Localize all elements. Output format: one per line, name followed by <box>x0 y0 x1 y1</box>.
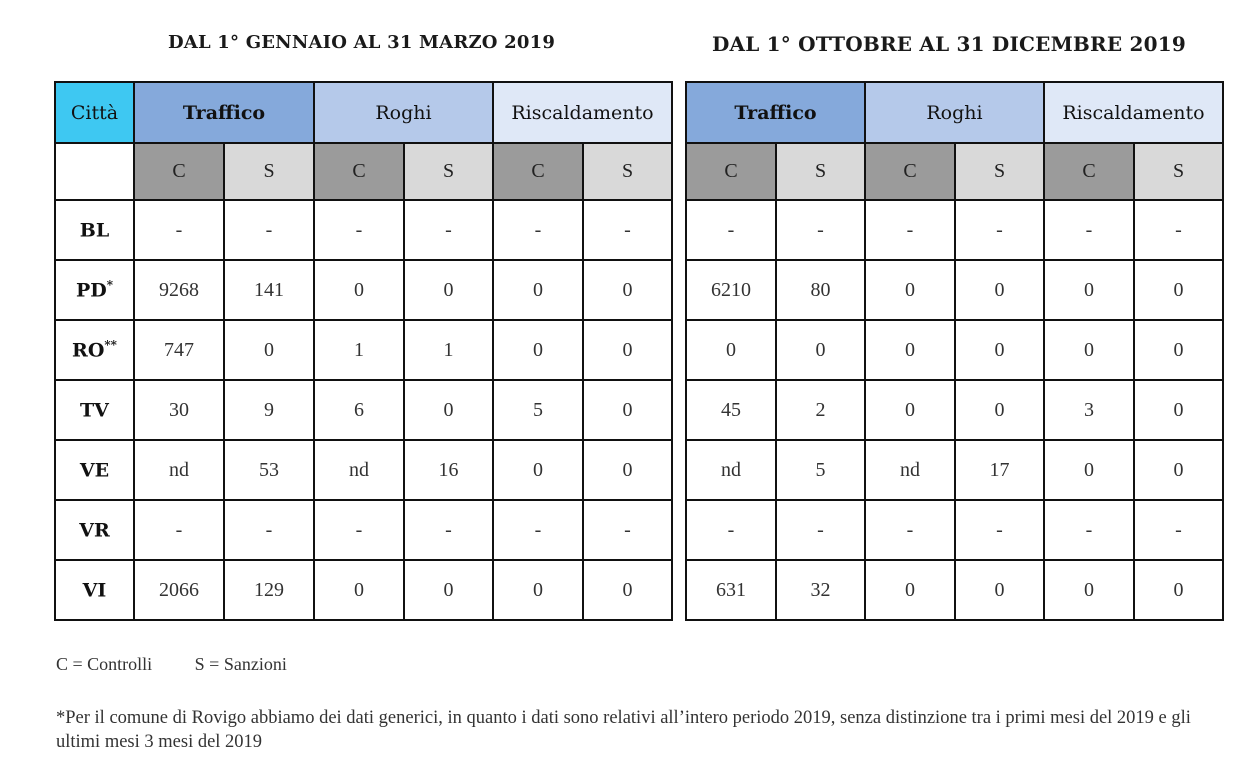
data-cell: 0 <box>865 320 955 380</box>
table-row <box>55 320 672 380</box>
table-row <box>686 200 1223 260</box>
data-cell: 2 <box>776 380 865 440</box>
data-cell: 0 <box>583 260 672 320</box>
city-cell <box>55 380 134 440</box>
data-cell: - <box>583 200 672 260</box>
data-cell: 0 <box>404 380 493 440</box>
city-footnote-mark: ** <box>104 338 117 353</box>
table-row <box>55 560 672 620</box>
legend-sanzioni: S = Sanzioni <box>194 654 287 674</box>
city-name: VR <box>79 519 110 542</box>
subheader-c: C <box>493 143 583 200</box>
subheader-c: C <box>865 143 955 200</box>
data-cell: nd <box>134 440 224 500</box>
data-cell: 0 <box>583 440 672 500</box>
city-cell <box>55 260 134 320</box>
data-cell: 30 <box>134 380 224 440</box>
header-roghi: Roghi <box>314 82 493 143</box>
data-cell: - <box>1044 500 1134 560</box>
data-cell: - <box>493 500 583 560</box>
data-cell: - <box>776 200 865 260</box>
data-cell: 0 <box>1044 320 1134 380</box>
data-cell: - <box>493 200 583 260</box>
subheader-c: C <box>686 143 776 200</box>
table-row <box>55 380 672 440</box>
data-cell: 0 <box>1044 560 1134 620</box>
data-cell: 5 <box>776 440 865 500</box>
city-name: VE <box>79 459 110 482</box>
data-cell: 0 <box>865 380 955 440</box>
data-cell: - <box>1134 500 1223 560</box>
data-cell: 9268 <box>134 260 224 320</box>
data-cell: 0 <box>314 560 404 620</box>
data-cell: - <box>955 500 1044 560</box>
data-cell: 0 <box>493 560 583 620</box>
legend <box>56 654 325 675</box>
data-cell: 0 <box>224 320 314 380</box>
data-cell: nd <box>865 440 955 500</box>
data-cell: - <box>686 200 776 260</box>
data-cell: - <box>314 200 404 260</box>
data-cell: - <box>404 200 493 260</box>
subheader-blank <box>55 143 134 200</box>
data-cell: - <box>583 500 672 560</box>
data-cell: 6 <box>314 380 404 440</box>
data-cell: 0 <box>314 260 404 320</box>
data-cell: 0 <box>493 440 583 500</box>
data-cell: 0 <box>1134 560 1223 620</box>
data-cell: 0 <box>404 260 493 320</box>
data-cell: 747 <box>134 320 224 380</box>
header-traffico-label: Traffico <box>734 101 817 124</box>
subheader-c: C <box>1044 143 1134 200</box>
data-cell: 0 <box>1134 260 1223 320</box>
data-cell: - <box>865 500 955 560</box>
footnote: *Per il comune di Rovigo abbiamo dei dati generici, in quanto i dati sono relativi all’intero periodo 2019, senza distinzione tra i primi mesi del 2019 e gli ultimi mesi 3 mesi del 2019 <box>56 708 1191 752</box>
period-title-q4: DAL 1° OTTOBRE AL 31 DICEMBRE 2019 <box>712 32 1186 56</box>
data-cell: 6210 <box>686 260 776 320</box>
city-cell <box>55 500 134 560</box>
city-cell <box>55 560 134 620</box>
subheader-row <box>686 143 1223 200</box>
data-cell: - <box>865 200 955 260</box>
data-cell: 0 <box>955 560 1044 620</box>
subheader-s: S <box>776 143 865 200</box>
table-q1 <box>54 81 673 621</box>
data-cell: 0 <box>1134 320 1223 380</box>
data-cell: - <box>1134 200 1223 260</box>
data-cell: - <box>314 500 404 560</box>
data-cell: 16 <box>404 440 493 500</box>
data-cell: 0 <box>955 320 1044 380</box>
table-row <box>686 500 1223 560</box>
data-cell: 0 <box>1134 380 1223 440</box>
data-cell: 0 <box>955 380 1044 440</box>
data-cell: 0 <box>404 560 493 620</box>
data-cell: 0 <box>493 260 583 320</box>
subheader-c: C <box>314 143 404 200</box>
data-cell: 0 <box>686 320 776 380</box>
data-cell: 17 <box>955 440 1044 500</box>
header-city: Città <box>55 82 134 143</box>
city-name: BL <box>79 219 110 242</box>
city-cell <box>55 320 134 380</box>
table-q4 <box>685 81 1224 621</box>
data-cell: - <box>955 200 1044 260</box>
table-q1-body <box>55 200 672 620</box>
table-row <box>55 260 672 320</box>
data-cell: nd <box>686 440 776 500</box>
data-cell: 0 <box>493 320 583 380</box>
data-cell: 2066 <box>134 560 224 620</box>
table-row <box>686 380 1223 440</box>
period-title-q1: DAL 1° GENNAIO AL 31 MARZO 2019 <box>168 32 556 53</box>
data-cell: 1 <box>404 320 493 380</box>
legend-controlli: C = Controlli <box>56 654 153 674</box>
data-cell: nd <box>314 440 404 500</box>
data-cell: 0 <box>583 560 672 620</box>
data-cell: 631 <box>686 560 776 620</box>
data-cell: 0 <box>776 320 865 380</box>
data-cell: 0 <box>583 380 672 440</box>
data-cell: 5 <box>493 380 583 440</box>
header-traffico <box>134 82 314 143</box>
table-row <box>55 200 672 260</box>
data-cell: 0 <box>955 260 1044 320</box>
subheader-s: S <box>1134 143 1223 200</box>
header-traffico <box>686 82 865 143</box>
data-cell: 129 <box>224 560 314 620</box>
city-name: RO <box>72 339 105 362</box>
data-cell: 3 <box>1044 380 1134 440</box>
header-row <box>55 82 672 143</box>
data-cell: 0 <box>865 560 955 620</box>
subheader-s: S <box>224 143 314 200</box>
data-cell: - <box>224 200 314 260</box>
city-name: VI <box>82 579 107 602</box>
city-footnote-mark: * <box>106 278 114 293</box>
table-q4-body <box>686 200 1223 620</box>
header-roghi: Roghi <box>865 82 1044 143</box>
data-cell: - <box>404 500 493 560</box>
table-row <box>686 260 1223 320</box>
data-cell: 9 <box>224 380 314 440</box>
table-row <box>686 440 1223 500</box>
subheader-s: S <box>583 143 672 200</box>
data-cell: 80 <box>776 260 865 320</box>
data-cell: - <box>134 200 224 260</box>
table-row <box>686 320 1223 380</box>
data-cell: - <box>224 500 314 560</box>
data-cell: 53 <box>224 440 314 500</box>
table-row <box>686 560 1223 620</box>
subheader-s: S <box>404 143 493 200</box>
data-cell: 32 <box>776 560 865 620</box>
subheader-row <box>55 143 672 200</box>
table-row <box>55 440 672 500</box>
data-cell: 1 <box>314 320 404 380</box>
header-traffico-label: Traffico <box>182 101 266 124</box>
data-cell: 0 <box>1134 440 1223 500</box>
header-riscaldamento: Riscaldamento <box>1044 82 1223 143</box>
data-cell: 141 <box>224 260 314 320</box>
city-name: PD <box>75 279 107 302</box>
subheader-c: C <box>134 143 224 200</box>
city-name: TV <box>80 399 109 422</box>
city-cell <box>55 440 134 500</box>
subheader-s: S <box>955 143 1044 200</box>
data-cell: - <box>686 500 776 560</box>
data-cell: - <box>134 500 224 560</box>
data-cell: - <box>1044 200 1134 260</box>
data-cell: 45 <box>686 380 776 440</box>
table-row <box>55 500 672 560</box>
data-cell: 0 <box>583 320 672 380</box>
city-cell <box>55 200 134 260</box>
data-cell: 0 <box>1044 440 1134 500</box>
header-riscaldamento: Riscaldamento <box>493 82 672 143</box>
header-row <box>686 82 1223 143</box>
data-cell: - <box>776 500 865 560</box>
data-cell: 0 <box>865 260 955 320</box>
data-cell: 0 <box>1044 260 1134 320</box>
